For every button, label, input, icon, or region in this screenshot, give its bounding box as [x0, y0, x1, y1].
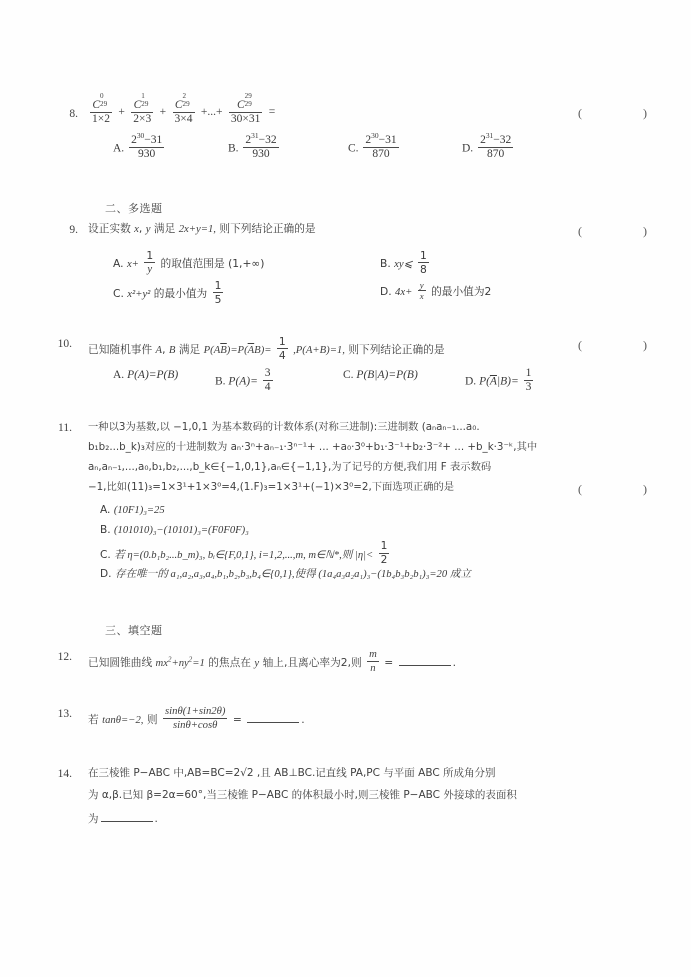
q14-stem-line-3: 为 . [88, 812, 158, 825]
q8-equals: = [268, 106, 276, 119]
question-number-13: 13. [57, 708, 72, 720]
question-number-9: 9. [69, 224, 78, 236]
q12-answer-blank[interactable] [399, 656, 451, 666]
q11-stem-line-2: b₁b₂...b_k)₃对应的十进制数为 aₙ·3ⁿ+aₙ₋₁·3ⁿ⁻¹+ ... +a₀·3⁰+b₁·3⁻¹+b₂·3⁻²+ ... +b_k·3⁻ᵏ,其中 [88, 441, 538, 453]
question-10-stem: 已知随机事件 A, B 满足 $P(A\overline{B})=P(\overline{A}B)=$ $\frac{1}{4}$ ,P(A+B)=1, 则下列结论正确的是 [88, 335, 445, 362]
q10-option-d[interactable]: D. $P(\overline{A}|B)=$ $\frac{1}{3}$ [465, 367, 532, 394]
q10-stem-t1: 已知随机事件 [88, 343, 153, 357]
q10-option-c-tag: C. [343, 369, 354, 381]
q8-option-a-tag: A. [113, 142, 125, 155]
q9-option-d-tag: D. [380, 285, 392, 299]
question-12-stem: 已知圆锥曲线 $mx^2+ny^2=1$ 的焦点在 y 轴上,且离心率为2,则 $\frac{m}{n}$ = . [88, 648, 456, 674]
question-8-stem: C 0 29 1×2 + C 1 29 2×3 + C 2 29 3×4 +...+ C 29 29 30×31 = [92, 92, 276, 126]
question-13-stem: 若 tanθ=−2, 则 $\frac{\sin\theta(1+\sin 2\theta)}{\sin\theta+\cos\theta}$ = . [88, 705, 305, 731]
q8-ellipsis: +...+ [200, 106, 223, 119]
question-number-14: 14. [57, 768, 72, 780]
q9-var-y: y [145, 223, 151, 235]
q9-var-x: x [134, 223, 139, 235]
q8-option-a[interactable] [113, 131, 166, 162]
q8-term-1: C 0 29 1×2 [92, 92, 110, 126]
q13-fraction: $\frac{\sin\theta(1+\sin 2\theta)}{\sin\theta+\cos\theta}$ [164, 705, 226, 731]
q10-prob-expr-1: $P(A\overline{B})=P(\overline{A}B)=$ [203, 344, 272, 357]
q13-answer-blank[interactable] [247, 713, 299, 723]
q9-option-c[interactable]: C. x²+y² 的最小值为 $\frac{1}{5}$ [113, 279, 222, 306]
q10-option-a-tag: A. [113, 369, 125, 381]
q8-option-b-value: $\frac{2^{31}-32}{930}$ [245, 131, 277, 161]
q11-option-a[interactable]: A. (10F1)₃=25 [100, 504, 165, 516]
q9-option-d[interactable]: D. 4x+ $\frac{y}{x}$ 的最小值为2 [380, 279, 492, 301]
q8-term-3: C 2 29 3×4 [174, 92, 193, 126]
q10-option-c[interactable]: C. P(B|A)=P(B) [343, 369, 418, 381]
q8-option-c[interactable] [348, 131, 401, 162]
q14-answer-blank[interactable] [101, 812, 153, 822]
q9-stem-t1: 设正实数 [88, 222, 131, 235]
q10-option-b-tag: B. [215, 375, 226, 388]
q11-answer-bracket[interactable]: ( ) [578, 482, 660, 496]
q11-option-d[interactable]: D. 存在唯一的 a₁,a₂,a₃,a₄,b₁,b₂,b₃,b₄∈{0,1},使得 (1a₄a₃a₂a₁)₃−(1b₄b₃b₂b₁)₃=20 成立 [100, 568, 471, 580]
q11-option-b-tag: B. [100, 524, 111, 536]
q11-stem-line-4: −1,比如(11)₃=1×3¹+1×3⁰=4,(1.F)₃=1×3¹+(−1)×3⁰=2,下面选项正确的是 [88, 481, 455, 493]
q11-option-c-tag: C. [100, 549, 111, 562]
q10-prob-expr-2: ,P(A+B)=1, [293, 344, 345, 357]
q14-stem-line-1: 在三棱锥 P−ABC 中,AB=BC=2√2 ,且 AB⊥BC.记直线 PA,PC 与平面 ABC 所成角分别 [88, 767, 496, 779]
q10-option-a[interactable]: A. P(A)=P(B) [113, 369, 179, 381]
q10-answer-bracket[interactable]: ( ) [578, 338, 660, 352]
q10-option-b[interactable]: B. P(A)= $\frac{3}{4}$ [215, 367, 271, 394]
q11-option-d-tag: D. [100, 568, 112, 580]
q8-answer-bracket[interactable]: ( ) [578, 106, 660, 120]
question-number-11: 11. [58, 422, 72, 434]
q8-option-a-value: $\frac{2^{30}-31}{930}$ [131, 131, 163, 161]
section-header-multi-choice: 二、多选题 [105, 202, 163, 215]
q11-stem-line-3: aₙ,aₙ₋₁,...,a₀,b₁,b₂,...,b_k∈{−1,0,1},aₙ∈{−1,1},为了记号的方便,我们用 F 表示数码 [88, 461, 492, 473]
q9-stem-t3: 则下列结论正确的是 [219, 222, 316, 235]
question-9-stem: 设正实数 x, y 满足 2x+y=1, 则下列结论正确的是 [88, 222, 316, 235]
q10-option-d-tag: D. [465, 375, 477, 388]
q11-option-c[interactable]: C. 若 η=(0.b₁b₂...b_m)₃, bᵢ∈{F,0,1}, i=1,2,...,m, m∈ℕ*,则 |η|< $\frac{1}{2}$ [100, 540, 388, 566]
q11-option-a-tag: A. [100, 504, 111, 516]
q12-equation: $mx^2+ny^2=1$ [155, 655, 205, 670]
question-number-12: 12. [57, 651, 72, 663]
q8-term-last: C 29 29 30×31 [230, 92, 261, 126]
q9-option-a-tag: A. [113, 257, 124, 271]
q8-option-b-tag: B. [228, 142, 239, 155]
q8-option-d-value: $\frac{2^{31}-32}{870}$ [480, 131, 512, 161]
q8-option-c-tag: C. [348, 142, 359, 155]
q11-option-b[interactable]: B. (101010)₃−(10101)₃=(F0F0F)₃ [100, 524, 249, 536]
q8-option-d-tag: D. [462, 142, 474, 155]
q9-option-a[interactable]: A. x+ $\frac{1}{y}$ 的取值范围是 (1,+∞) [113, 249, 265, 275]
q12-fraction-mn: $\frac{m}{n}$ [369, 648, 377, 674]
q9-option-b[interactable]: B. xy⩽ $\frac{1}{8}$ [380, 249, 427, 276]
q8-option-d[interactable] [462, 131, 515, 162]
q13-condition: tanθ=−2, [102, 714, 144, 727]
q9-stem-t2: 满足 [153, 222, 176, 235]
question-number-8: 8. [69, 108, 78, 120]
q8-term-2: C 1 29 2×3 [133, 92, 152, 126]
q8-option-c-value: $\frac{2^{30}-31}{870}$ [365, 131, 397, 161]
section-header-fill-blank: 三、填空题 [105, 624, 163, 637]
q9-option-b-tag: B. [380, 257, 391, 271]
q14-stem-line-2: 为 α,β.已知 β=2α=60°,当三棱锥 P−ABC 的体积最小时,则三棱锥 P−ABC 外接球的表面积 [88, 789, 517, 801]
q9-answer-bracket[interactable]: ( ) [578, 224, 660, 238]
question-number-10: 10. [57, 338, 72, 350]
q9-option-a-range: (1,+∞) [228, 257, 265, 271]
q11-stem-line-1: 一种以3为基数,以 −1,0,1 为基本数码的计数体系(对称三进制):三进制数 (aₙaₙ₋₁...a₀. [88, 421, 480, 433]
q9-option-c-tag: C. [113, 287, 124, 301]
q10-option-d-expr: $P(\overline{A}|B)=$ [479, 375, 519, 388]
q8-option-b[interactable] [228, 131, 281, 162]
q9-equation: 2x+y=1, [178, 223, 216, 235]
